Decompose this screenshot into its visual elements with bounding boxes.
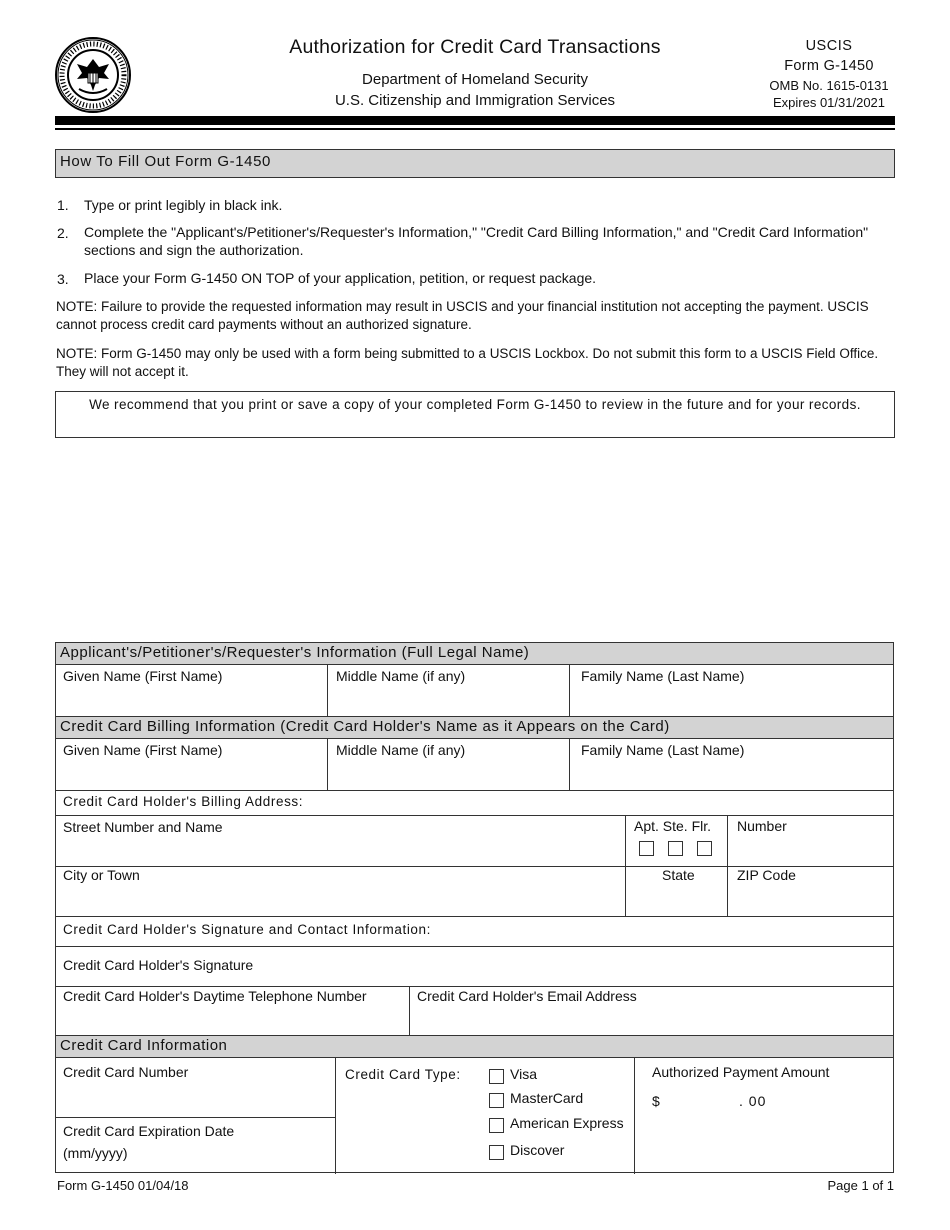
mastercard-checkbox[interactable] bbox=[489, 1093, 504, 1108]
applicant-given-name-field[interactable] bbox=[60, 683, 324, 713]
city-field[interactable] bbox=[60, 883, 620, 913]
street-field[interactable] bbox=[60, 835, 620, 863]
zip-field[interactable] bbox=[732, 883, 888, 913]
discover-checkbox[interactable] bbox=[489, 1145, 504, 1160]
instruction-item: Type or print legibly in black ink. bbox=[84, 197, 283, 213]
note-signature: NOTE: Failure to provide the requested information may result in USCIS and your financial institution not accepting the payment. USCIS cannot process credit card payments without an authorized signature. bbox=[56, 299, 869, 332]
instruction-item: Complete the "Applicant's/Petitioner's/Requester's Information," "Credit Card Billing Information," and "Credit Card Information" sections and sign the authorization. bbox=[84, 224, 869, 258]
billing-address-heading: Credit Card Holder's Billing Address: bbox=[63, 794, 304, 809]
discover-label: Discover bbox=[510, 1142, 565, 1158]
applicant-middle-name-field[interactable] bbox=[332, 683, 565, 713]
dhs-seal bbox=[55, 37, 131, 113]
signature-field[interactable] bbox=[266, 949, 886, 983]
visa-checkbox[interactable] bbox=[489, 1069, 504, 1084]
expiration-label: Credit Card Expiration Date bbox=[63, 1123, 235, 1139]
apt-number-field[interactable] bbox=[732, 835, 888, 863]
billing-middle-name-label: Middle Name (if any) bbox=[336, 742, 466, 758]
billing-family-name-field[interactable] bbox=[576, 757, 888, 787]
street-label: Street Number and Name bbox=[63, 819, 223, 835]
instruction-item: Place your Form G-1450 ON TOP of your application, petition, or request package. bbox=[84, 270, 597, 286]
applicant-middle-name-label: Middle Name (if any) bbox=[336, 668, 466, 684]
amex-checkbox[interactable] bbox=[489, 1118, 504, 1133]
apt-checkbox[interactable] bbox=[639, 841, 654, 856]
applicant-given-name-label: Given Name (First Name) bbox=[63, 668, 223, 684]
card-number-field[interactable] bbox=[60, 1081, 332, 1115]
billing-given-name-field[interactable] bbox=[60, 757, 324, 787]
visa-label: Visa bbox=[510, 1066, 537, 1082]
department-name: Department of Homeland Security bbox=[362, 71, 588, 88]
form-title: Authorization for Credit Card Transactions bbox=[289, 36, 661, 58]
agency-short: USCIS bbox=[805, 38, 853, 54]
state-label: State bbox=[662, 867, 695, 883]
note-lockbox: NOTE: Form G-1450 may only be used with a form being submitted to a USCIS Lockbox. Do not submit this form to a USCIS Field Office. They will not accept it. bbox=[56, 346, 879, 379]
instruction-number: 2. bbox=[57, 225, 69, 241]
instruction-number: 1. bbox=[57, 197, 69, 213]
instruction-number: 3. bbox=[57, 271, 69, 287]
billing-given-name-label: Given Name (First Name) bbox=[63, 742, 223, 758]
recommend-text: We recommend that you print or save a copy of your completed Form G-1450 to review in the future and for your records. bbox=[89, 397, 861, 412]
billing-family-name-label: Family Name (Last Name) bbox=[581, 742, 745, 758]
header-rule-thin bbox=[55, 128, 895, 130]
contact-heading: Credit Card Holder's Signature and Contact Information: bbox=[63, 922, 431, 937]
page-number: Page 1 of 1 bbox=[827, 1178, 894, 1193]
email-field[interactable] bbox=[414, 1004, 888, 1032]
expiration-format: (mm/yyyy) bbox=[63, 1145, 128, 1161]
payment-amount-label: Authorized Payment Amount bbox=[652, 1064, 830, 1080]
card-type-label: Credit Card Type: bbox=[345, 1067, 461, 1082]
applicant-section-heading: Applicant's/Petitioner's/Requester's Information (Full Legal Name) bbox=[56, 643, 893, 665]
amex-label: American Express bbox=[510, 1115, 624, 1131]
email-label: Credit Card Holder's Email Address bbox=[417, 988, 637, 1004]
ste-checkbox[interactable] bbox=[668, 841, 683, 856]
payment-cents: . 00 bbox=[739, 1093, 767, 1109]
applicant-family-name-label: Family Name (Last Name) bbox=[581, 668, 745, 684]
billing-section-heading: Credit Card Billing Information (Credit Card Holder's Name as it Appears on the Card) bbox=[56, 717, 893, 739]
agency-name: U.S. Citizenship and Immigration Services bbox=[334, 92, 616, 109]
flr-checkbox[interactable] bbox=[697, 841, 712, 856]
form-edition: Form G-1450 01/04/18 bbox=[57, 1178, 189, 1193]
form-number: Form G-1450 bbox=[784, 58, 874, 74]
applicant-family-name-field[interactable] bbox=[576, 683, 888, 713]
card-section-heading: Credit Card Information bbox=[56, 1036, 893, 1058]
city-label: City or Town bbox=[63, 867, 140, 883]
form-table bbox=[55, 642, 894, 1173]
currency-symbol: $ bbox=[652, 1093, 660, 1109]
phone-field[interactable] bbox=[60, 1004, 405, 1032]
mastercard-label: MasterCard bbox=[510, 1090, 584, 1106]
instructions-heading: How To Fill Out Form G-1450 bbox=[55, 149, 895, 178]
apt-number-label: Number bbox=[737, 818, 787, 834]
phone-label: Credit Card Holder's Daytime Telephone Number bbox=[63, 988, 367, 1004]
billing-middle-name-field[interactable] bbox=[332, 757, 565, 787]
zip-label: ZIP Code bbox=[737, 867, 796, 883]
omb-number: OMB No. 1615-0131 bbox=[769, 78, 889, 93]
signature-label: Credit Card Holder's Signature bbox=[63, 957, 254, 973]
card-number-label: Credit Card Number bbox=[63, 1064, 189, 1080]
expiration-date: Expires 01/31/2021 bbox=[772, 95, 886, 110]
recommend-box bbox=[55, 391, 895, 438]
payment-dollars-field[interactable] bbox=[666, 1089, 736, 1111]
state-field[interactable] bbox=[630, 883, 724, 913]
apt-ste-flr-label: Apt. Ste. Flr. bbox=[634, 818, 712, 834]
header-rule-thick bbox=[55, 116, 895, 125]
